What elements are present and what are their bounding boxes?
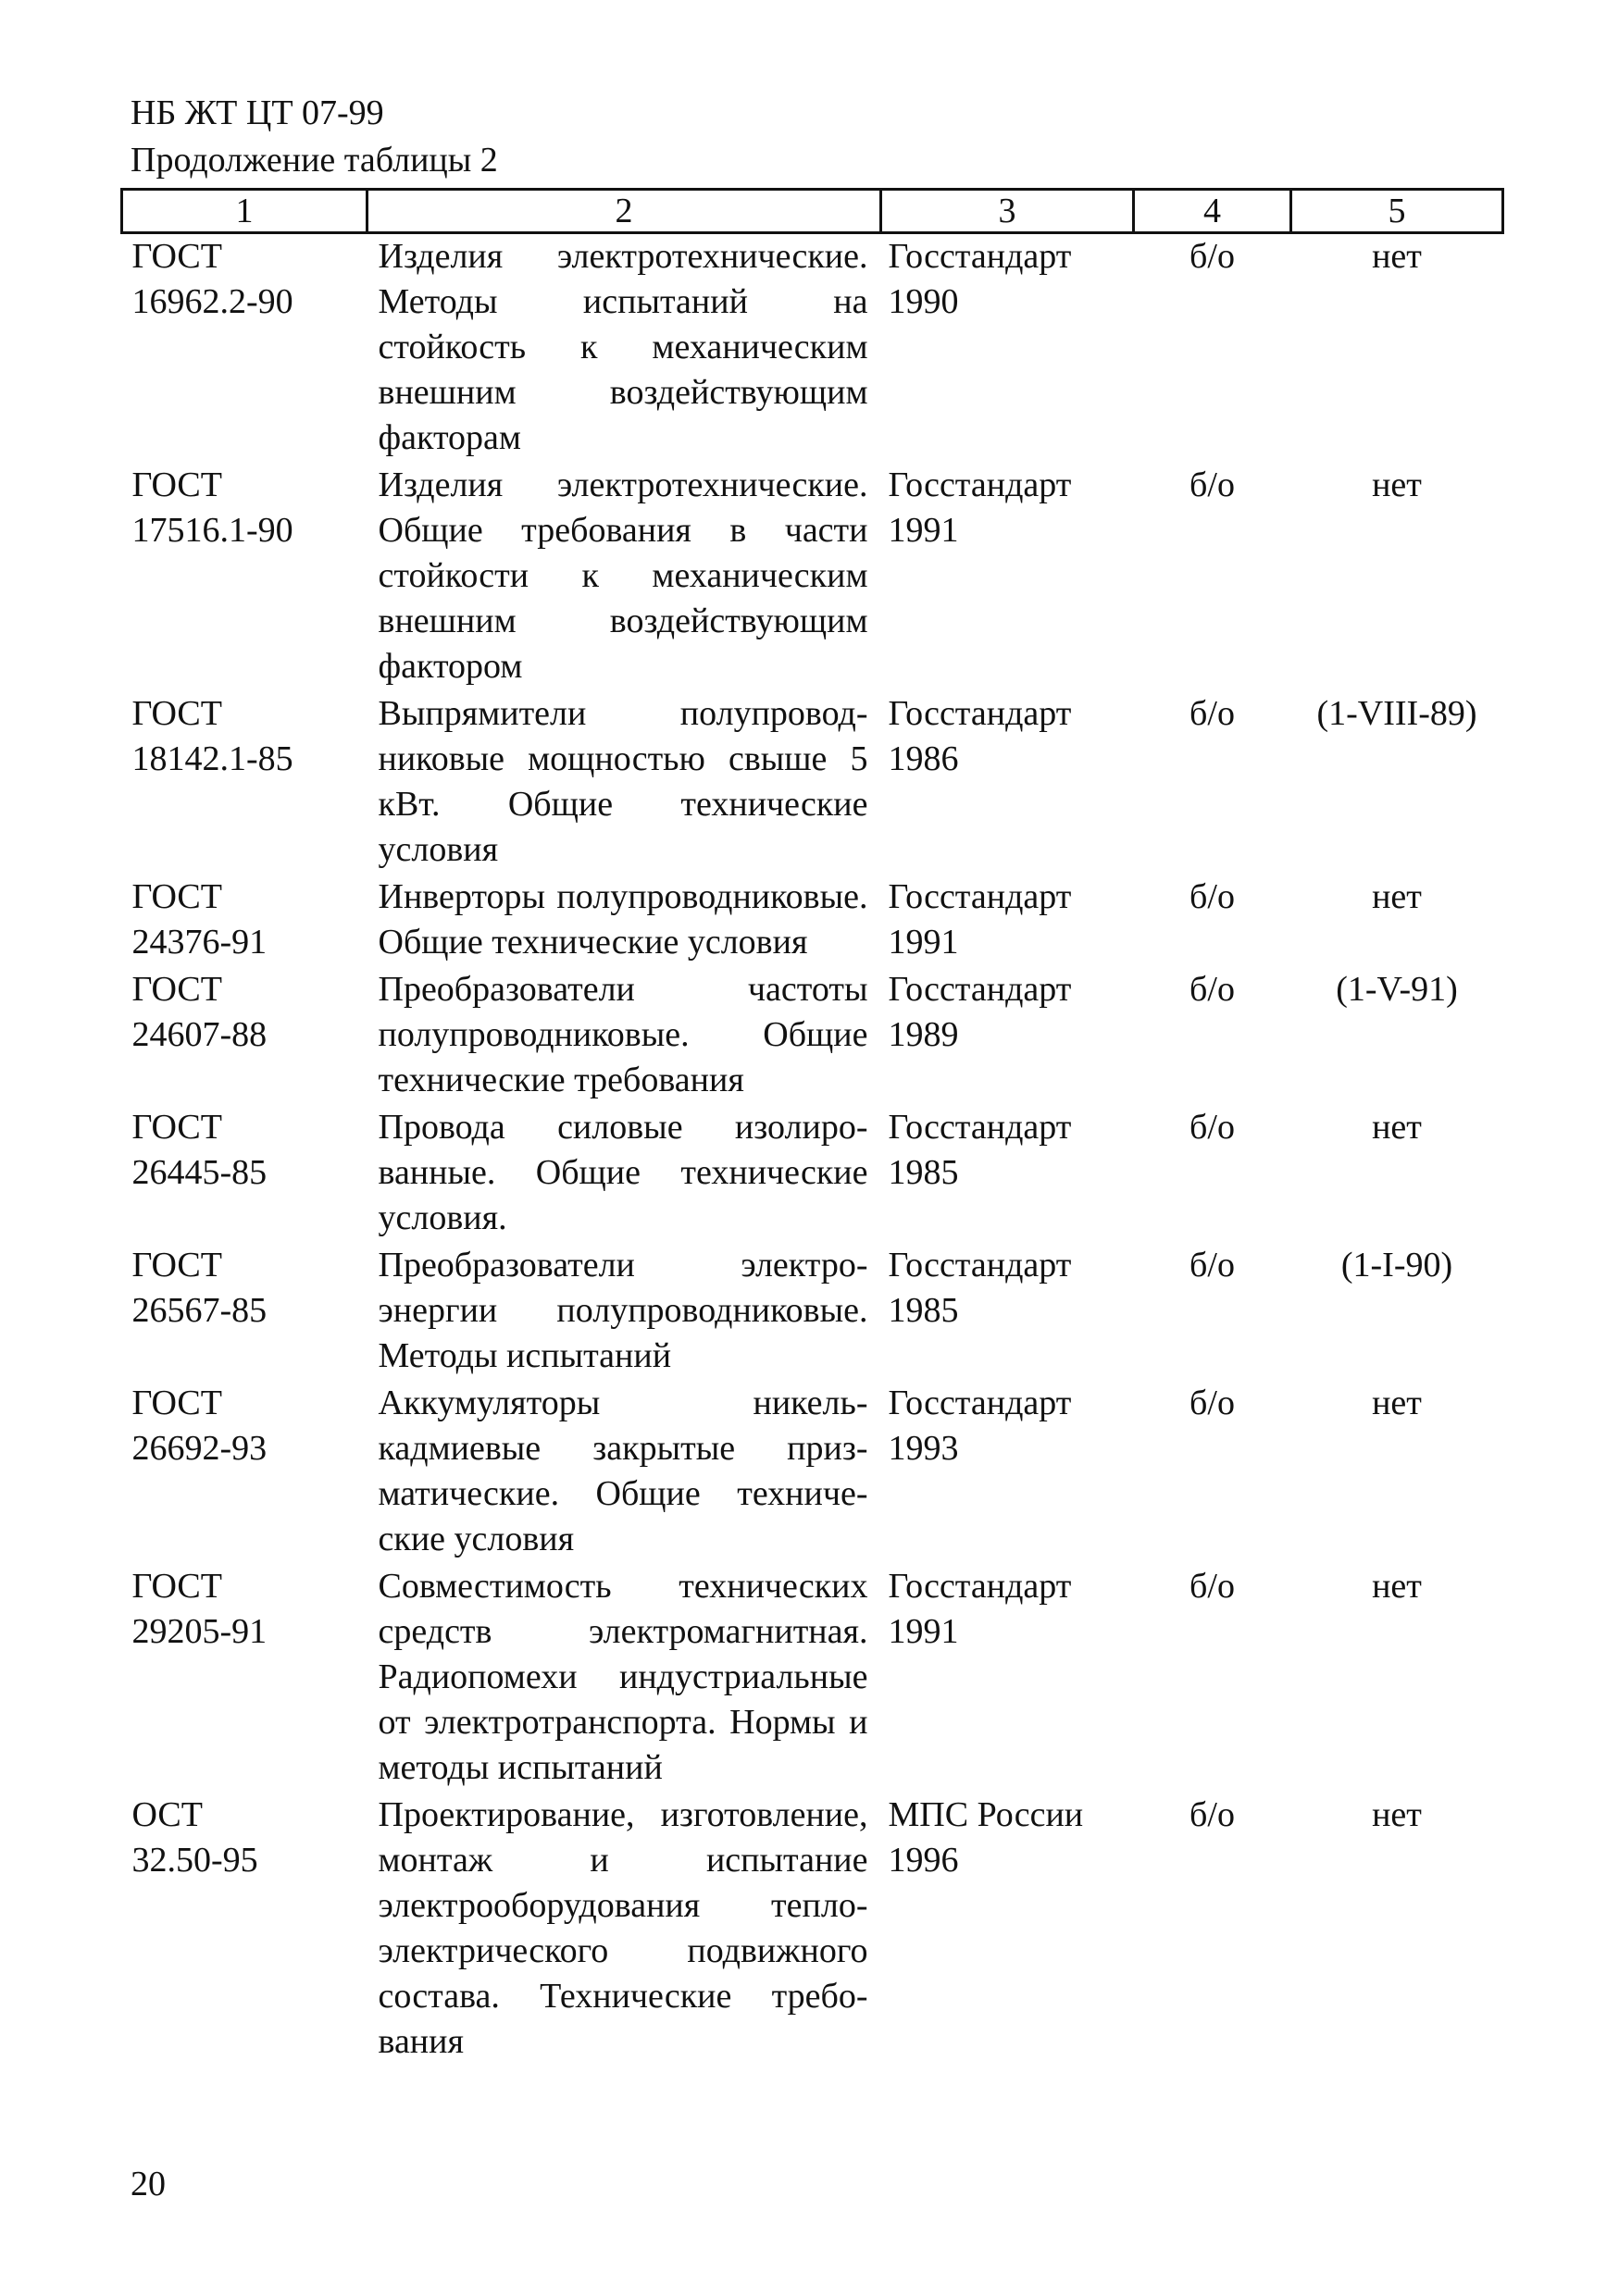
standard-code-cell bbox=[122, 233, 367, 464]
standard-title: Проектирование, изготовление, монтаж и испытание электрооборудования теплоэлектрического подвижного состава. Технические требования bbox=[378, 1795, 868, 2061]
table-row bbox=[122, 967, 1503, 1105]
standard-code-cell bbox=[122, 967, 367, 1105]
issue-year: 1985 bbox=[888, 1291, 959, 1330]
standard-code-cell bbox=[122, 1105, 367, 1243]
status-cell: нет bbox=[1372, 877, 1422, 916]
standard-title: Изделия электротехнические. Методы испытаний на стойкость к механическим внешним воздействующим факторам bbox=[378, 237, 868, 457]
mark-cell: б/о bbox=[1189, 877, 1235, 916]
issuer-name: Госстандарт bbox=[888, 970, 1072, 1009]
issue-year: 1991 bbox=[888, 511, 959, 550]
standard-type: ГОСТ bbox=[131, 970, 222, 1009]
issuer-cell bbox=[881, 1381, 1134, 1564]
standard-number: 24376-91 bbox=[131, 923, 268, 962]
status-cell: (1-V-91) bbox=[1336, 970, 1458, 1009]
standard-title: Совместимость технических средств электромагнитная. Радиопомехи индустриальные от электротранспорта. Нормы и методы испытаний bbox=[378, 1567, 868, 1787]
column-header-2: 2 bbox=[367, 190, 881, 233]
issuer-cell bbox=[881, 233, 1134, 464]
mark-cell: б/о bbox=[1189, 694, 1235, 733]
standard-code-cell bbox=[122, 1381, 367, 1564]
standard-code-cell bbox=[122, 1793, 367, 2066]
standard-number: 26692-93 bbox=[131, 1429, 268, 1468]
issue-year: 1996 bbox=[888, 1841, 959, 1880]
issue-year: 1986 bbox=[888, 739, 959, 778]
standard-code-cell bbox=[122, 1243, 367, 1381]
table-row bbox=[122, 233, 1503, 464]
issuer-cell bbox=[881, 463, 1134, 691]
standard-type: ГОСТ bbox=[131, 877, 222, 916]
mark-cell: б/о bbox=[1189, 1567, 1235, 1606]
table-row bbox=[122, 1564, 1503, 1793]
mark-cell: б/о bbox=[1189, 1246, 1235, 1285]
column-header-5: 5 bbox=[1291, 190, 1503, 233]
issue-year: 1991 bbox=[888, 923, 959, 962]
table-row bbox=[122, 1243, 1503, 1381]
mark-cell: б/о bbox=[1189, 1795, 1235, 1834]
standard-title: Преобразователи частоты полупроводниковые. Общие технические требования bbox=[378, 970, 868, 1099]
issuer-cell bbox=[881, 1243, 1134, 1381]
column-header-3: 3 bbox=[881, 190, 1134, 233]
standard-title: Провода силовые изолированные. Общие технические условия. bbox=[378, 1108, 868, 1237]
mark-cell: б/о bbox=[1189, 970, 1235, 1009]
status-cell: нет bbox=[1372, 1108, 1422, 1147]
issuer-name: Госстандарт bbox=[888, 1246, 1072, 1285]
standard-code-cell bbox=[122, 691, 367, 875]
status-cell: нет bbox=[1372, 1384, 1422, 1422]
table-row bbox=[122, 875, 1503, 967]
status-cell: (1-VIII-89) bbox=[1316, 694, 1477, 733]
standard-number: 16962.2-90 bbox=[131, 282, 293, 321]
issue-year: 1993 bbox=[888, 1429, 959, 1468]
standard-code-cell bbox=[122, 875, 367, 967]
column-header-1: 1 bbox=[122, 190, 367, 233]
status-cell: нет bbox=[1372, 1567, 1422, 1606]
mark-cell: б/о bbox=[1189, 465, 1235, 504]
mark-cell: б/о bbox=[1189, 1108, 1235, 1147]
column-header-4: 4 bbox=[1134, 190, 1291, 233]
table-row bbox=[122, 1105, 1503, 1243]
standard-type: ГОСТ bbox=[131, 1384, 222, 1422]
standard-number: 29205-91 bbox=[131, 1612, 268, 1651]
issuer-cell bbox=[881, 691, 1134, 875]
issue-year: 1990 bbox=[888, 282, 959, 321]
table-body bbox=[122, 233, 1503, 2067]
table-continuation-caption: Продолжение таблицы 2 bbox=[131, 141, 498, 180]
standard-title: Выпрямители полупроводниковые мощностью свыше 5 кВт. Общие технические условия bbox=[378, 694, 868, 869]
issue-year: 1991 bbox=[888, 1612, 959, 1651]
standard-code-cell bbox=[122, 463, 367, 691]
standard-title: Аккумуляторы никель-кадмиевые закрытые призматические. Общие технические условия bbox=[378, 1384, 868, 1558]
standard-type: ГОСТ bbox=[131, 694, 222, 733]
mark-cell: б/о bbox=[1189, 1384, 1235, 1422]
page-number: 20 bbox=[131, 2165, 166, 2203]
standard-type: ГОСТ bbox=[131, 237, 222, 276]
issuer-name: МПС России bbox=[888, 1795, 1084, 1834]
standard-number: 24607-88 bbox=[131, 1015, 268, 1054]
table-row bbox=[122, 463, 1503, 691]
standard-number: 18142.1-85 bbox=[131, 739, 293, 778]
standard-type: ГОСТ bbox=[131, 1108, 222, 1147]
standard-type: ГОСТ bbox=[131, 1567, 222, 1606]
standard-type: ГОСТ bbox=[131, 1246, 222, 1285]
mark-cell: б/о bbox=[1189, 237, 1235, 276]
issuer-name: Госстандарт bbox=[888, 877, 1072, 916]
table-row bbox=[122, 691, 1503, 875]
issuer-name: Госстандарт bbox=[888, 1108, 1072, 1147]
issuer-name: Госстандарт bbox=[888, 1567, 1072, 1606]
standard-type: ОСТ bbox=[131, 1795, 203, 1834]
standard-number: 26567-85 bbox=[131, 1291, 268, 1330]
header-row bbox=[122, 190, 1503, 233]
standard-title: Изделия электротехнические. Общие требования в части стойкости к механическим внешним воздействующим фактором bbox=[378, 465, 868, 686]
issue-year: 1989 bbox=[888, 1015, 959, 1054]
issuer-name: Госстандарт bbox=[888, 1384, 1072, 1422]
document-code: НБ ЖТ ЦТ 07-99 bbox=[131, 93, 384, 132]
status-cell: нет bbox=[1372, 1795, 1422, 1834]
table-row bbox=[122, 1793, 1503, 2066]
status-cell: нет bbox=[1372, 237, 1422, 276]
standard-number: 17516.1-90 bbox=[131, 511, 293, 550]
issuer-name: Госстандарт bbox=[888, 237, 1072, 276]
table-header bbox=[122, 190, 1503, 233]
issuer-name: Госстандарт bbox=[888, 694, 1072, 733]
standard-number: 32.50-95 bbox=[131, 1841, 258, 1880]
standard-code-cell bbox=[122, 1564, 367, 1793]
issuer-cell bbox=[881, 967, 1134, 1105]
issuer-cell bbox=[881, 875, 1134, 967]
issuer-cell bbox=[881, 1105, 1134, 1243]
issue-year: 1985 bbox=[888, 1153, 959, 1192]
issuer-cell bbox=[881, 1793, 1134, 2066]
status-cell: нет bbox=[1372, 465, 1422, 504]
issuer-name: Госстандарт bbox=[888, 465, 1072, 504]
standard-type: ГОСТ bbox=[131, 465, 222, 504]
standard-title: Преобразователи электроэнергии полупроводниковые. Методы испытаний bbox=[378, 1246, 868, 1375]
standard-number: 26445-85 bbox=[131, 1153, 268, 1192]
table-row bbox=[122, 1381, 1503, 1564]
status-cell: (1-I-90) bbox=[1340, 1246, 1453, 1285]
standards-table bbox=[120, 188, 1504, 2066]
issuer-cell bbox=[881, 1564, 1134, 1793]
standard-title: Инверторы полупроводниковые. Общие технические условия bbox=[378, 877, 868, 962]
